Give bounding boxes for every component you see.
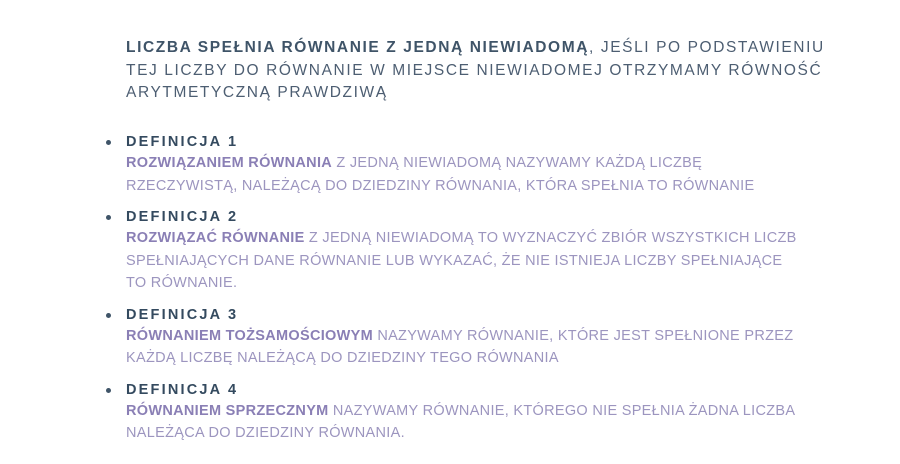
bullet-icon	[106, 388, 111, 393]
intro-paragraph	[126, 37, 846, 105]
intro-bold-text: LICZBA SPEŁNIA RÓWNANIE Z JEDNĄ NIEWIADOMĄ	[126, 39, 590, 56]
definition-term: RÓWNANIEM SPRZECZNYM	[126, 402, 329, 419]
definition-title: DEFINICJA 3	[126, 306, 239, 323]
definition-item-3	[104, 305, 804, 370]
definition-body	[126, 400, 804, 445]
definition-item-4	[104, 380, 804, 445]
definition-text: Z JEDNĄ NIEWIADOMĄ TO WYZNACZYĆ ZBIÓR WSZYSTKICH LICZB SPEŁNIAJĄCYCH DANE RÓWNANIE LUB WYKAZAĆ, ŻE NIE ISTNIEJA LICZBY SPEŁNIAJĄCE TO RÓWNANIE.	[126, 230, 797, 291]
definition-text: NAZYWAMY RÓWNANIE, KTÓREGO NIE SPEŁNIA ŻADNA LICZBA NALEŻĄCA DO DZIEDZINY RÓWNANIA.	[126, 402, 795, 441]
definition-title: DEFINICJA 4	[126, 381, 239, 398]
definition-item-2	[104, 207, 804, 295]
definition-title: DEFINICJA 1	[126, 134, 239, 150]
definition-term: ROZWIĄZAĆ RÓWNANIE	[126, 230, 305, 246]
definition-text: NAZYWAMY RÓWNANIE, KTÓRE JEST SPEŁNIONE PRZEZ KAŻDĄ LICZBĘ NALEŻĄCĄ DO DZIEDZINY TEGO RÓWNANIA	[126, 327, 794, 366]
definition-title: DEFINICJA 2	[126, 209, 239, 225]
bullet-icon	[106, 215, 111, 220]
definition-item-1	[104, 132, 804, 197]
definition-body	[126, 152, 804, 197]
intro-text: , JEŚLI PO PODSTAWIENIU TEJ LICZBY DO RÓWNANIE W MIEJSCE NIEWIADOMEJ OTRZYMAMY RÓWNOŚĆ ARYTMETYCZNĄ PRAWDZIWĄ	[126, 39, 825, 101]
definition-body	[126, 325, 804, 370]
definition-term: RÓWNANIEM TOŻSAMOŚCIOWYM	[126, 327, 373, 344]
definition-text: Z JEDNĄ NIEWIADOMĄ NAZYWAMY KAŻDĄ LICZBĘ RZECZYWISTĄ, NALEŻĄCĄ DO DZIEDZINY RÓWNANIA, KTÓRA SPEŁNIA TO RÓWNANIE	[126, 155, 755, 194]
bullet-icon	[106, 313, 111, 318]
definition-body	[126, 227, 804, 295]
definitions-list	[104, 132, 804, 455]
definition-term: ROZWIĄZANIEM RÓWNANIA	[126, 155, 333, 171]
bullet-icon	[106, 140, 111, 145]
